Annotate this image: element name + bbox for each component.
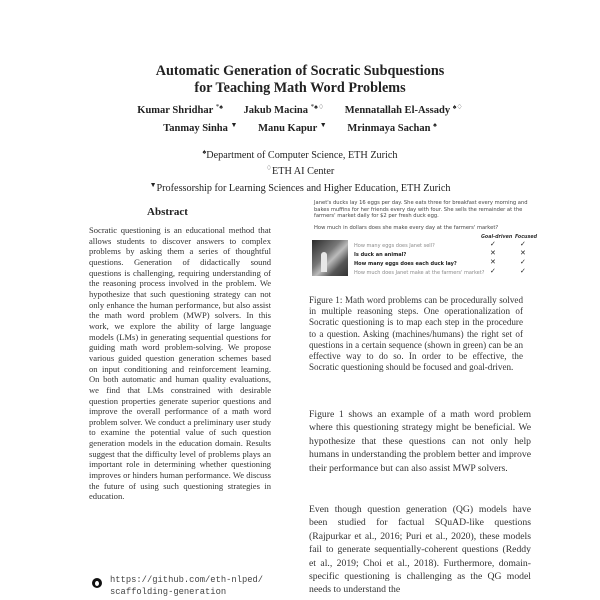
affiliation: ▼Professorship for Learning Sciences and Higher Education, ETH Zurich — [149, 180, 451, 194]
intro-paragraph-1: Figure 1 shows an example of a math word problem where this questioning strategy might be beneficial. We hypothesize that these questions can not only help humans in understanding the problem better and improve their performance but can also assist MWP solvers. — [309, 409, 531, 474]
affiliation: ♠Department of Computer Science, ETH Zurich — [202, 148, 398, 161]
check-icon: ✓ — [490, 266, 496, 275]
figure-problem-text: Janet's ducks lay 16 eggs per day. She eats three for breakfast every morning and bakes muffins for her friends every day with four. She sells the remainder at the farmers' market daily for $2 per fresh duck egg. — [314, 200, 528, 220]
figure-caption: Figure 1: Math word problems can be procedurally solved in multiple reasoning steps. One operationalization of Socratic questioning is to map each step in the procedure to a question. Asking (machines/humans) the right set of questions in a certain sequence (shown in green) can be an effective way to do so. In order to be effective, the Socratic questioning should be focused and goal-driven. — [309, 295, 523, 373]
figure-question-row: Is duck an animal? — [354, 251, 407, 258]
affiliation: ♢ETH AI Center — [265, 164, 335, 178]
figure-question-row: How many eggs does each duck lay? — [354, 260, 457, 267]
column-focused: Focused — [515, 234, 538, 240]
github-url[interactable]: https://github.com/eth-nlped/ scaffolding-generation — [110, 575, 264, 597]
affiliations — [0, 146, 600, 195]
figure-question-table — [314, 235, 542, 281]
paper-title — [0, 63, 600, 97]
cross-icon: ✕ — [490, 248, 496, 257]
title-line-2: for Teaching Math Word Problems — [194, 80, 406, 96]
author: Tanmay Sinha ▼ — [163, 121, 238, 134]
author: Manu Kapur ▼ — [258, 121, 327, 134]
author: Jakub Macina *♠♢ — [243, 103, 325, 116]
column-goal-driven: Goal-driven — [481, 234, 513, 240]
check-icon: ✓ — [520, 239, 526, 248]
author-list — [0, 100, 600, 136]
figure-question-row: How many eggs does Janet sell? — [354, 242, 435, 249]
figure-1 — [314, 200, 542, 281]
cross-icon: ✕ — [490, 257, 496, 266]
intro-paragraph-2: Even though question generation (QG) models have been studied for factual SQuAD-like questions (Rajpurkar et al., 2016; Puri et al., 2020), these models fail to generate sequentially-coherent questions (Reddy et al., 2019; Choi et al., 2018). Furthermore, domain-specific questioning is challenging as the QG model needs to understand the — [309, 504, 531, 596]
abstract-text: Socratic questioning is an educational method that allows students to discover answers to complex problems by asking them a series of thoughtful questions. Generation of didactically sound questions is challenging, requiring understanding of the reasoning process involved in the problem. We hypothesize that such questioning strategy can not only enhance the human performance, but also assist the math word problem (MWP) solvers. In this work, we explore the ability of large language models (LMs) in generating sequential questions for guiding math word problem-solving. We propose various guided question generation schemes based on input conditioning and reinforcement learning. On both automatic and human quality evaluations, we find that LMs constrained with desirable question properties generate superior questions and improve the overall performance of a math word problem solver. We conduct a preliminary user study to examine the potential value of such question generation models in the education domain. Results suggest that the difficulty level of problems plays an important role in determining whether questioning improves or hinders human performance. We discuss the future of using such questioning strategies in education. — [89, 225, 271, 502]
abstract-heading: Abstract — [147, 206, 188, 218]
author: Mennatallah El-Assady ♠♢ — [344, 103, 463, 116]
cross-icon: ✕ — [520, 248, 526, 257]
check-icon: ✓ — [490, 239, 496, 248]
figure-question-row: How much does Janet make at the farmers' market? — [354, 269, 485, 276]
title-line-1: Automatic Generation of Socratic Subquestions — [155, 63, 445, 79]
author: Kumar Shridhar *♠ — [137, 103, 223, 116]
github-icon — [92, 578, 102, 588]
check-icon: ✓ — [520, 257, 526, 266]
socrates-illustration — [312, 240, 348, 276]
figure-question-text: How much in dollars does she make every day at the farmers' market? — [314, 224, 499, 231]
check-icon: ✓ — [520, 266, 526, 275]
author: Mrinmaya Sachan ♠ — [347, 121, 437, 134]
